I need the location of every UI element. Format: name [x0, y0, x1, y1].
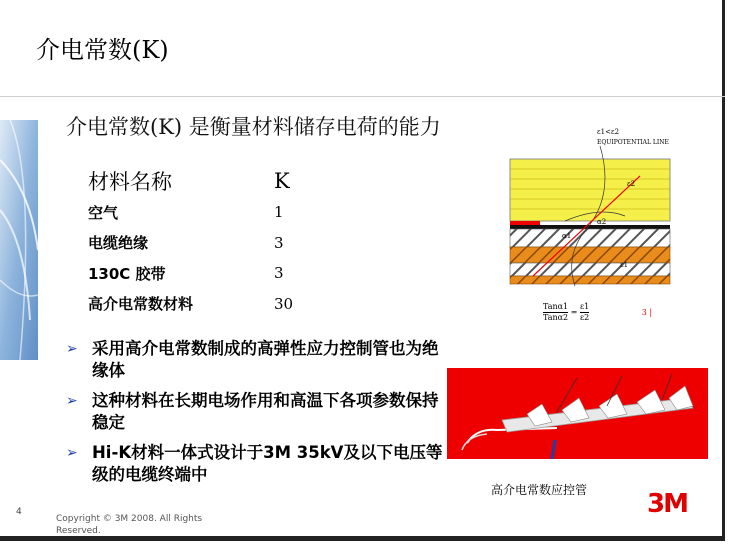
page-number: 4 — [16, 507, 22, 517]
bullet-text: Hi-K材料一体式设计于3M 35kV及以下电压等级的电缆终端中 — [92, 443, 443, 484]
header-k: K — [274, 169, 290, 193]
3m-logo: 3M — [647, 489, 687, 519]
alpha2-label: α2 — [597, 218, 607, 226]
bullet-list — [66, 338, 446, 494]
rhs-denominator: ε2 — [579, 313, 590, 322]
bullet-arrow-icon: ➢ — [66, 445, 78, 461]
title-divider — [0, 96, 725, 97]
k-value: 3 — [274, 233, 284, 252]
k-value: 30 — [274, 294, 294, 313]
material-name: 130C 胶带 — [88, 264, 166, 283]
copyright-text: Copyright © 3M 2008. All Rights Reserved. — [56, 514, 203, 536]
rhs-fraction — [580, 302, 589, 323]
stress-control-tube-photo — [447, 368, 708, 459]
table-row — [88, 197, 293, 228]
lhs-numerator: Tanα1 — [543, 302, 569, 311]
epsilon1-label: ε1 — [620, 261, 629, 269]
decorative-globe-strip — [0, 120, 38, 360]
equals-sign: = — [570, 307, 580, 317]
equipotential-line-label: EQUIPOTENTIAL LINE — [597, 139, 669, 146]
lhs-denominator: Tanα2 — [543, 313, 569, 322]
epsilon2-label: ε2 — [627, 180, 636, 188]
material-name: 高介电常数材料 — [88, 295, 194, 314]
dielectric-constant-table — [88, 165, 293, 319]
table-row — [88, 258, 293, 289]
lhs-fraction — [543, 302, 568, 323]
table-header-row — [88, 165, 293, 197]
header-material: 材料名称 — [88, 170, 172, 194]
table-row — [88, 289, 293, 320]
material-name: 电缆绝缘 — [88, 234, 149, 253]
slide-subtitle: 介电常数(K) 是衡量材料储存电荷的能力 — [66, 115, 441, 139]
photo-caption: 高介电常数应控管 — [491, 483, 588, 497]
condition-label: ε1<ε2 — [597, 128, 620, 136]
bullet-item — [66, 390, 446, 434]
k-value: 3 — [274, 264, 284, 283]
bullet-text: 采用高介电常数制成的高弹性应力控制管也为绝缘体 — [92, 339, 439, 380]
table-row — [88, 228, 293, 259]
bullet-item — [66, 442, 446, 486]
tangent-formula — [543, 302, 652, 323]
field-diagram — [505, 126, 675, 296]
rhs-numerator: ε1 — [579, 302, 590, 311]
bullet-text: 这种材料在长期电场作用和高温下各项参数保持稳定 — [92, 391, 439, 432]
formula-mark: 3 | — [641, 307, 653, 317]
slide-title: 介电常数(K) — [36, 36, 169, 64]
k-value: 1 — [274, 203, 284, 222]
bullet-item — [66, 338, 446, 382]
bullet-arrow-icon: ➢ — [66, 341, 78, 357]
bullet-arrow-icon: ➢ — [66, 393, 78, 409]
alpha1-label: α1 — [562, 232, 572, 240]
material-name: 空气 — [88, 203, 119, 222]
